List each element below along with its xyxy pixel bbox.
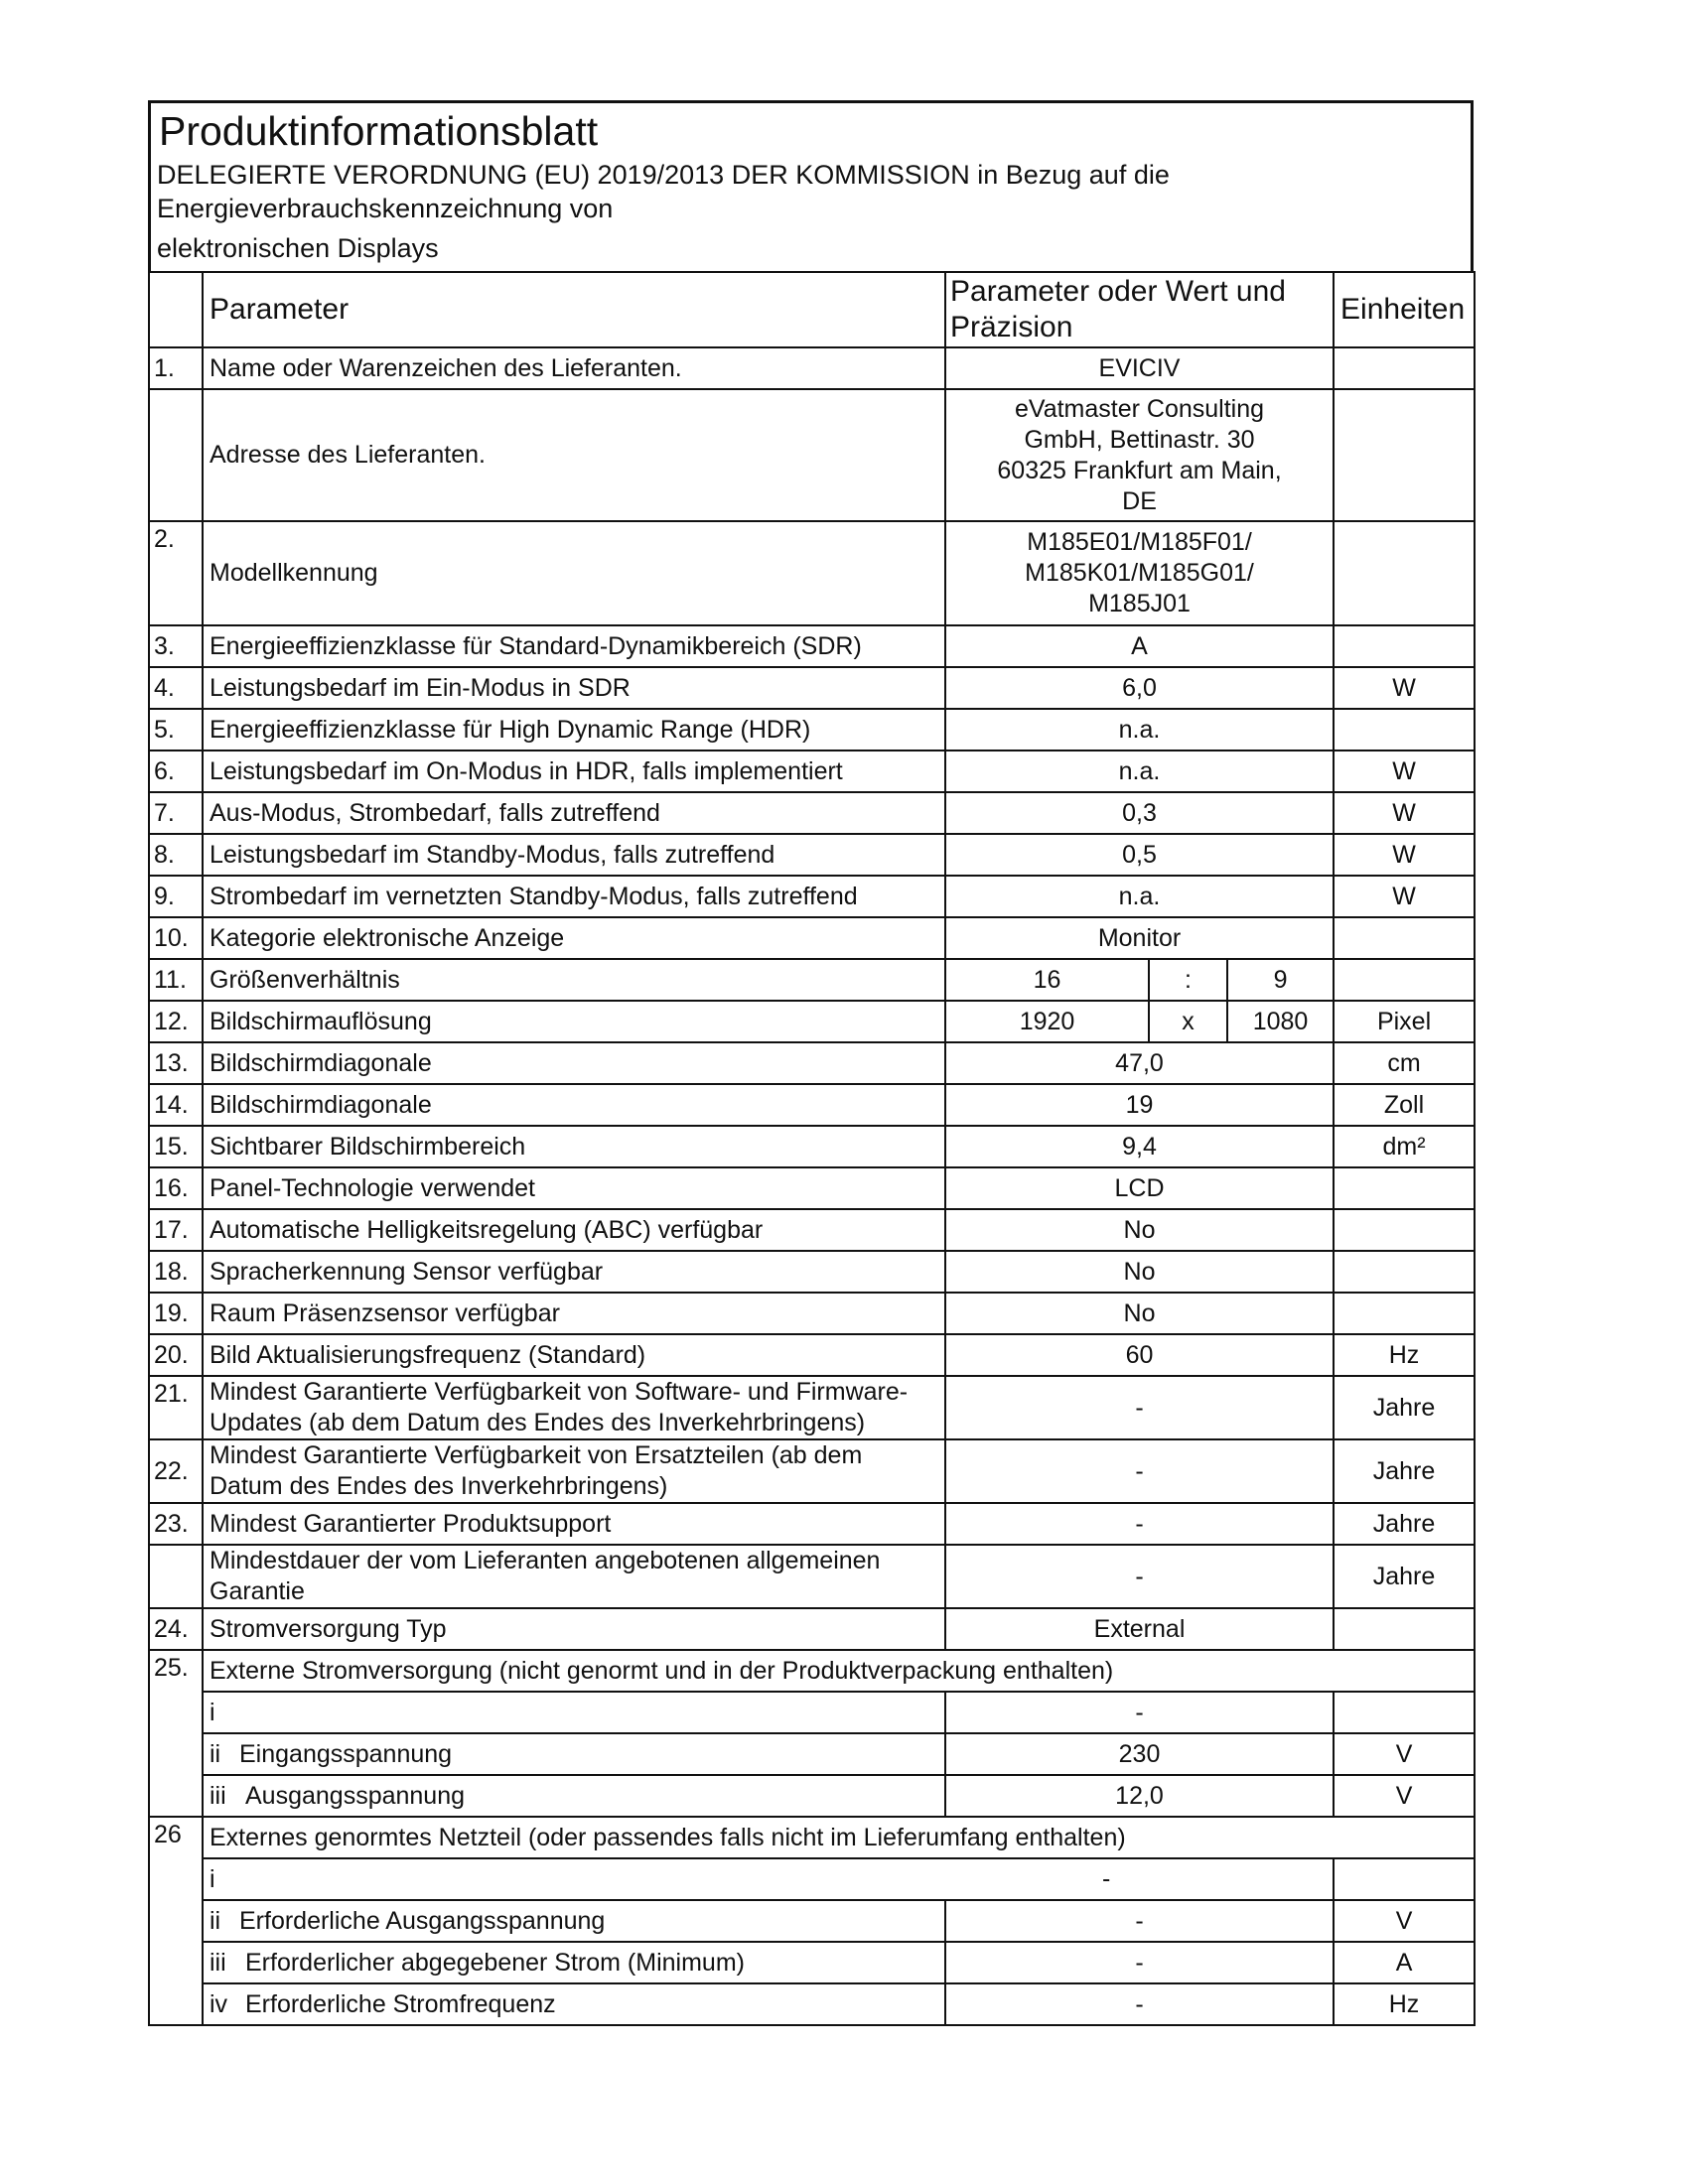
row-parameter: Spracherkennung Sensor verfügbar (203, 1251, 945, 1293)
table-row (149, 751, 1475, 792)
row-value: n.a. (945, 751, 1334, 792)
table-row (149, 876, 1475, 917)
subrow-units: V (1334, 1733, 1475, 1775)
table-row (149, 834, 1475, 876)
address-line: eVatmaster Consulting (1014, 394, 1265, 423)
subrow-label: Erforderliche Ausgangsspannung (239, 1906, 606, 1935)
row-units (1334, 1293, 1475, 1334)
aspect-height: 9 (1227, 959, 1334, 1001)
aspect-width: 16 (945, 959, 1149, 1001)
row-number (149, 1545, 203, 1608)
table-row (149, 1376, 1475, 1439)
table-row (149, 521, 1475, 625)
row-parameter: Kategorie elektronische Anzeige (203, 917, 945, 959)
subrow-units: A (1334, 1942, 1475, 1983)
table-row (149, 792, 1475, 834)
section-26-heading-row (149, 1817, 1475, 1858)
parameter-line: Updates (ab dem Datum des Endes des Inverkehrbringens) (210, 1409, 866, 1436)
row-value: Monitor (945, 917, 1334, 959)
row-value: External (945, 1608, 1334, 1650)
row-value: 6,0 (945, 667, 1334, 709)
row-value: 9,4 (945, 1126, 1334, 1167)
row-units: Jahre (1334, 1503, 1475, 1545)
header-units: Einheiten (1334, 272, 1475, 347)
section-26-subrow (149, 1858, 1475, 1900)
row-parameter: Energieeffizienzklasse für Standard-Dynamikbereich (SDR) (203, 625, 945, 667)
table-row (149, 1503, 1475, 1545)
row-number: 9. (149, 876, 203, 917)
subrow-roman: i (210, 1864, 215, 1893)
row-parameter: Leistungsbedarf im On-Modus in HDR, falls implementiert (203, 751, 945, 792)
product-information-sheet (148, 100, 1474, 2026)
row-parameter: Leistungsbedarf im Ein-Modus in SDR (203, 667, 945, 709)
subrow-value: - (945, 1942, 1334, 1983)
row-parameter: Energieeffizienzklasse für High Dynamic Range (HDR) (203, 709, 945, 751)
row-number: 3. (149, 625, 203, 667)
subrow-value: - (945, 1983, 1334, 2025)
subrow-value: 230 (945, 1733, 1334, 1775)
row-number: 11. (149, 959, 203, 1001)
table-row (149, 1334, 1475, 1376)
row-value: 0,3 (945, 792, 1334, 834)
row-number: 21. (149, 1376, 203, 1439)
row-value: n.a. (945, 876, 1334, 917)
subrow-parameter (203, 1775, 945, 1817)
subrow-units: V (1334, 1900, 1475, 1942)
row-value: No (945, 1209, 1334, 1251)
row-value: 0,5 (945, 834, 1334, 876)
row-units (1334, 521, 1475, 625)
row-parameter: Bildschirmauflösung (203, 1001, 945, 1042)
subrow-value: 12,0 (945, 1775, 1334, 1817)
row-value: 19 (945, 1084, 1334, 1126)
section-25-subrow (149, 1733, 1475, 1775)
subrow-parameter (203, 1692, 945, 1733)
model-line: M185K01/M185G01/ (1025, 559, 1254, 587)
row-value: EVICIV (945, 347, 1334, 389)
row-parameter: Sichtbarer Bildschirmbereich (203, 1126, 945, 1167)
row-number: 6. (149, 751, 203, 792)
table-row (149, 1439, 1475, 1503)
section-26-subrow (149, 1942, 1475, 1983)
row-number: 18. (149, 1251, 203, 1293)
row-units (1334, 625, 1475, 667)
row-parameter: Aus-Modus, Strombedarf, falls zutreffend (203, 792, 945, 834)
subrow-parameter (203, 1942, 945, 1983)
row-value: A (945, 625, 1334, 667)
subrow-units (1334, 1858, 1475, 1900)
row-units: W (1334, 751, 1475, 792)
table-row (149, 389, 1475, 521)
row-value: No (945, 1293, 1334, 1334)
row-value (945, 389, 1334, 521)
row-number: 1. (149, 347, 203, 389)
table-row (149, 1084, 1475, 1126)
model-line: M185E01/M185F01/ (1027, 528, 1252, 556)
table-row (149, 1545, 1475, 1608)
row-number: 14. (149, 1084, 203, 1126)
row-units (1334, 1608, 1475, 1650)
subrow-parameter (203, 1858, 1334, 1900)
subrow-value: - (945, 1900, 1334, 1942)
row-number (149, 389, 203, 521)
subrow-roman: iv (210, 1989, 228, 2018)
table-row-aspect-ratio (149, 959, 1475, 1001)
row-number: 4. (149, 667, 203, 709)
row-units (1334, 389, 1475, 521)
row-units: W (1334, 667, 1475, 709)
subrow-roman: i (210, 1698, 215, 1726)
table-row (149, 1293, 1475, 1334)
table-row (149, 917, 1475, 959)
row-units: Zoll (1334, 1084, 1475, 1126)
row-number: 23. (149, 1503, 203, 1545)
section-heading: Externes genormtes Netzteil (oder passendes falls nicht im Lieferumfang enthalten) (203, 1817, 1475, 1858)
parameter-line: Mindestdauer der vom Lieferanten angebotenen allgemeinen (210, 1547, 881, 1574)
row-value: 47,0 (945, 1042, 1334, 1084)
row-units (1334, 917, 1475, 959)
resolution-width: 1920 (945, 1001, 1149, 1042)
table-row (149, 709, 1475, 751)
table-row (149, 667, 1475, 709)
row-number: 5. (149, 709, 203, 751)
row-number: 8. (149, 834, 203, 876)
table-row (149, 1608, 1475, 1650)
table-row (149, 1209, 1475, 1251)
subrow-label: Eingangsspannung (239, 1739, 453, 1768)
row-number: 20. (149, 1334, 203, 1376)
table-row (149, 625, 1475, 667)
row-number: 19. (149, 1293, 203, 1334)
row-number: 22. (149, 1439, 203, 1503)
subrow-parameter (203, 1900, 945, 1942)
row-units (1334, 1167, 1475, 1209)
row-number: 17. (149, 1209, 203, 1251)
subrow-roman: ii (210, 1906, 221, 1935)
parameter-table (148, 271, 1476, 2026)
subrow-label: Ausgangsspannung (245, 1781, 466, 1810)
parameter-line: Mindest Garantierte Verfügbarkeit von Ersatzteilen (ab dem (210, 1441, 863, 1469)
address-line: GmbH, Bettinastr. 30 (1024, 425, 1255, 454)
row-number: 16. (149, 1167, 203, 1209)
subrow-roman: iii (210, 1781, 226, 1810)
resolution-separator: x (1149, 1001, 1227, 1042)
row-units: Jahre (1334, 1376, 1475, 1439)
row-parameter: Panel-Technologie verwendet (203, 1167, 945, 1209)
row-parameter: Strombedarf im vernetzten Standby-Modus, falls zutreffend (203, 876, 945, 917)
subrow-label: Erforderliche Stromfrequenz (245, 1989, 556, 2018)
model-line: M185J01 (1088, 590, 1191, 617)
row-value: LCD (945, 1167, 1334, 1209)
row-units: Jahre (1334, 1545, 1475, 1608)
row-value: n.a. (945, 709, 1334, 751)
row-parameter: Modellkennung (203, 521, 945, 625)
row-number: 10. (149, 917, 203, 959)
regulation-line-2: Energieverbrauchskennzeichnung von (157, 194, 614, 223)
table-row (149, 347, 1475, 389)
row-number: 12. (149, 1001, 203, 1042)
table-row (149, 1042, 1475, 1084)
header-parameter: Parameter (203, 272, 945, 347)
row-number: 7. (149, 792, 203, 834)
row-value: 60 (945, 1334, 1334, 1376)
section-heading: Externe Stromversorgung (nicht genormt und in der Produktverpackung enthalten) (203, 1650, 1475, 1692)
row-units: W (1334, 876, 1475, 917)
section-25-subrow (149, 1692, 1475, 1733)
row-parameter (203, 1439, 945, 1503)
row-parameter: Automatische Helligkeitsregelung (ABC) verfügbar (203, 1209, 945, 1251)
address-line: 60325 Frankfurt am Main, (997, 456, 1282, 484)
regulation-line-3: elektronischen Displays (157, 233, 439, 263)
row-number: 24. (149, 1608, 203, 1650)
subrow-label: Erforderlicher abgegebener Strom (Minimum) (245, 1948, 745, 1977)
row-value: - (945, 1439, 1334, 1503)
row-parameter (203, 1545, 945, 1608)
row-parameter: Leistungsbedarf im Standby-Modus, falls zutreffend (203, 834, 945, 876)
row-units (1334, 1251, 1475, 1293)
subrow-roman: ii (210, 1739, 221, 1768)
subrow-units: V (1334, 1775, 1475, 1817)
row-number: 15. (149, 1126, 203, 1167)
section-25-heading-row (149, 1650, 1475, 1692)
row-parameter: Größenverhältnis (203, 959, 945, 1001)
subrow-value: - (945, 1692, 1334, 1733)
table-header-row (149, 272, 1475, 347)
table-row (149, 1126, 1475, 1167)
row-units: W (1334, 834, 1475, 876)
row-units: dm² (1334, 1126, 1475, 1167)
regulation-line-1: DELEGIERTE VERORDNUNG (EU) 2019/2013 DER KOMMISSION in Bezug auf die (157, 160, 1170, 190)
row-units (1334, 347, 1475, 389)
row-value: No (945, 1251, 1334, 1293)
header-value: Parameter oder Wert und Präzision (945, 272, 1334, 347)
row-units: Jahre (1334, 1439, 1475, 1503)
row-units: Pixel (1334, 1001, 1475, 1042)
subrow-value: - (1102, 1864, 1111, 1893)
subrow-roman: iii (210, 1948, 226, 1977)
resolution-height: 1080 (1227, 1001, 1334, 1042)
row-units (1334, 1209, 1475, 1251)
row-units (1334, 959, 1475, 1001)
row-parameter: Bildschirmdiagonale (203, 1084, 945, 1126)
row-number: 13. (149, 1042, 203, 1084)
table-row (149, 1167, 1475, 1209)
section-26-subrow (149, 1983, 1475, 2025)
row-units (1334, 709, 1475, 751)
header-number (149, 272, 203, 347)
row-value: - (945, 1503, 1334, 1545)
row-number: 2. (149, 521, 203, 625)
address-line: DE (1122, 486, 1157, 515)
row-parameter: Raum Präsenzsensor verfügbar (203, 1293, 945, 1334)
parameter-line: Mindest Garantierte Verfügbarkeit von Software- und Firmware- (210, 1378, 909, 1406)
row-units: W (1334, 792, 1475, 834)
row-parameter (203, 1376, 945, 1439)
row-parameter: Mindest Garantierter Produktsupport (203, 1503, 945, 1545)
aspect-separator: : (1149, 959, 1227, 1001)
table-row (149, 1251, 1475, 1293)
subrow-parameter (203, 1733, 945, 1775)
section-number: 26 (149, 1817, 203, 2025)
subrow-units: Hz (1334, 1983, 1475, 2025)
subrow-units (1334, 1692, 1475, 1733)
parameter-line: Datum des Endes des Inverkehrbringens) (210, 1472, 668, 1500)
row-parameter: Bildschirmdiagonale (203, 1042, 945, 1084)
title-block (148, 100, 1474, 271)
document-title: Produktinformationsblatt (159, 108, 599, 154)
row-parameter: Adresse des Lieferanten. (203, 389, 945, 521)
row-parameter: Bild Aktualisierungsfrequenz (Standard) (203, 1334, 945, 1376)
row-value: - (945, 1376, 1334, 1439)
subrow-parameter (203, 1983, 945, 2025)
row-units: Hz (1334, 1334, 1475, 1376)
row-parameter: Name oder Warenzeichen des Lieferanten. (203, 347, 945, 389)
row-value (945, 521, 1334, 625)
table-row-resolution (149, 1001, 1475, 1042)
section-26-subrow (149, 1900, 1475, 1942)
section-number: 25. (149, 1650, 203, 1817)
row-units: cm (1334, 1042, 1475, 1084)
row-parameter: Stromversorgung Typ (203, 1608, 945, 1650)
section-25-subrow (149, 1775, 1475, 1817)
parameter-line: Garantie (210, 1577, 305, 1605)
row-value: - (945, 1545, 1334, 1608)
